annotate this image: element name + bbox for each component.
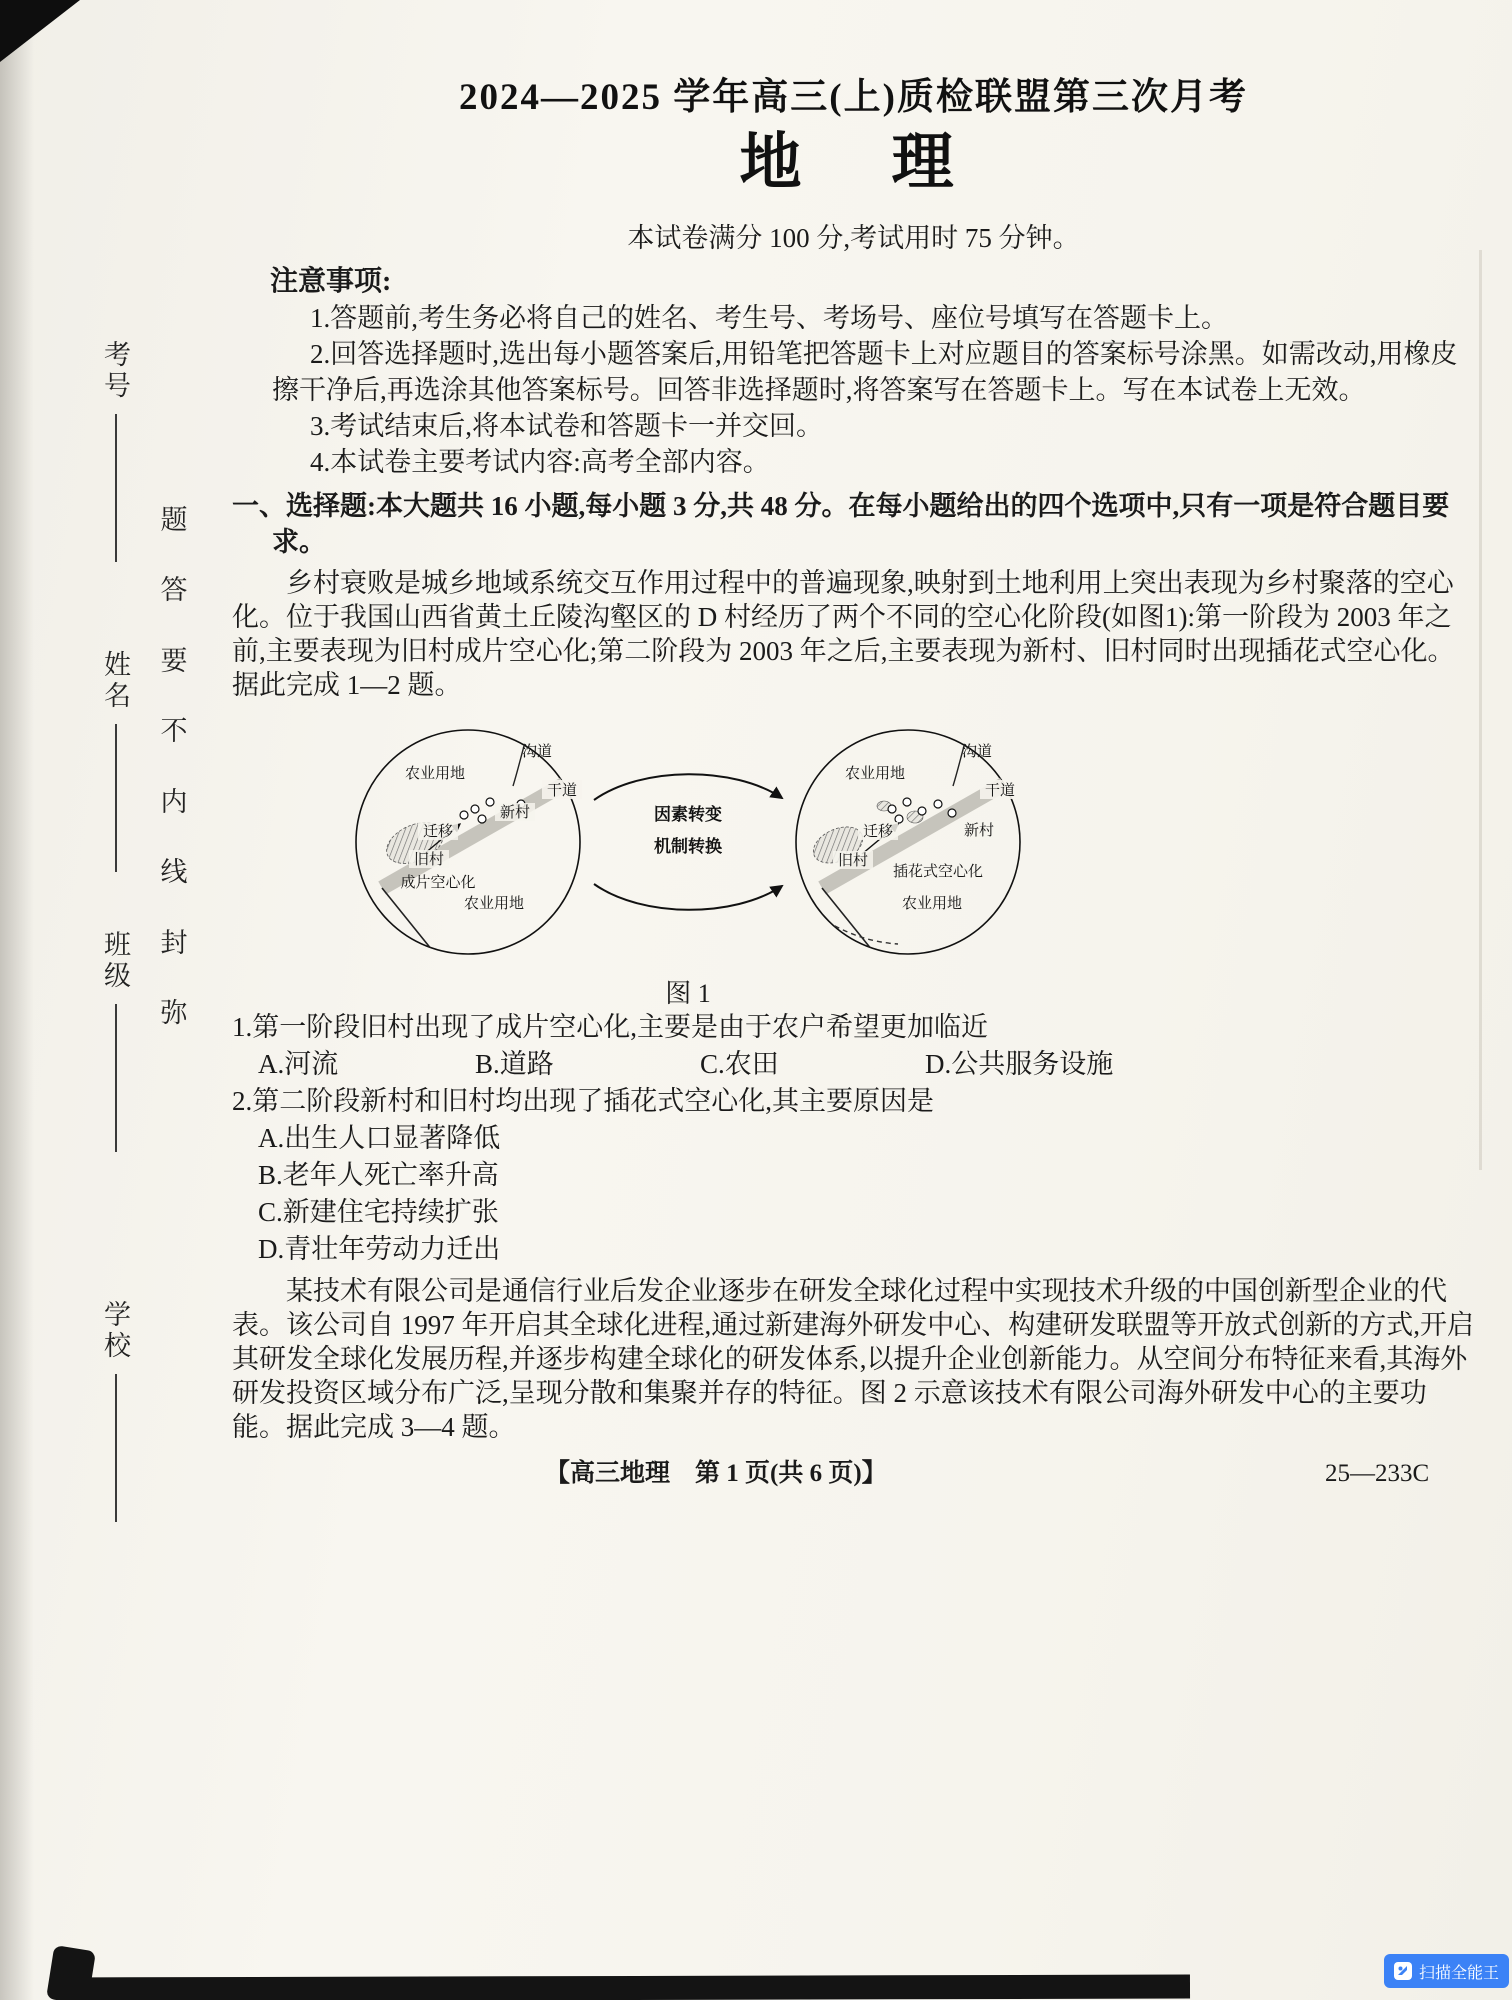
exam-content <box>232 74 1475 1498</box>
passage-1: 乡村衰败是城乡地域系统交互作用过程中的普遍现象,映射到土地利用上突出表现为乡村聚落的空心化。位于我国山西省黄土丘陵沟壑区的 D 村经历了两个不同的空心化阶段(如图1):第一阶段为 2003 年之前,主要表现为旧村成片空心化;第二阶段为 2003 年之后,主要表现为新村、旧村同时出现插花式空心化。据此完成 1—2 题。 <box>232 568 1455 700</box>
student-name-label: 姓名 <box>100 650 130 712</box>
question-2-option-a: A.出生人口显著降低 <box>258 1123 501 1153</box>
class-label: 班级 <box>100 930 130 992</box>
label-road-left: 干道 <box>546 783 578 799</box>
label-gully-right: 沟道 <box>961 744 993 760</box>
seal-char: 弥 <box>160 997 188 1028</box>
camscanner-label: 扫描全能王 <box>1419 1964 1500 1982</box>
exam-meta: 本试卷满分 100 分,考试用时 75 分钟。 <box>627 223 1080 253</box>
label-farm-bottom-left: 农业用地 <box>463 896 525 912</box>
student-name-blank-line <box>115 724 117 872</box>
camscanner-watermark <box>1384 1954 1509 1988</box>
exam-title: 2024—2025 学年高三(上)质检联盟第三次月考 <box>459 77 1248 118</box>
footer-paper-code: 25—233C <box>1325 1460 1430 1487</box>
label-migration-right: 迁移 <box>862 824 894 840</box>
label-hollow-type-left: 成片空心化 <box>400 875 476 891</box>
footer-page-info: 【高三地理 第 1 页(共 6 页)】 <box>545 1460 887 1487</box>
seal-char: 不 <box>160 716 188 747</box>
seal-char: 答 <box>160 575 188 606</box>
page-footer <box>232 1456 1475 1498</box>
question-1-stem: 1.第一阶段旧村出现了成片空心化,主要是由于农户希望更加临近 <box>232 1012 988 1042</box>
notice-item-1: 1.答题前,考生务必将自己的姓名、考生号、考场号、座位号填写在答题卡上。 <box>310 303 1228 333</box>
seal-char: 题 <box>160 505 188 535</box>
question-1-options <box>258 1046 1475 1083</box>
label-mechanism-change: 机制转换 <box>654 837 722 856</box>
notice-item-3: 3.考试结束后,将本试卷和答题卡一并交回。 <box>310 411 823 441</box>
margin-field-student-name <box>96 650 135 872</box>
figure1-stage2-circle <box>796 730 1022 954</box>
label-migration-left: 迁移 <box>422 824 454 840</box>
question-1-option-b: B.道路 <box>475 1049 554 1079</box>
question-2-options <box>232 1120 1475 1268</box>
subject-title: 地 理 <box>739 129 968 197</box>
scan-streak-artifact <box>1479 250 1482 1170</box>
question-2-stem: 2.第二阶段新村和旧村均出现了插花式空心化,其主要原因是 <box>232 1086 934 1116</box>
label-farm-top-left: 农业用地 <box>404 766 466 782</box>
question-2-option-b: B.老年人死亡率升高 <box>258 1160 499 1190</box>
question-2-option-c: C.新建住宅持续扩张 <box>258 1197 499 1227</box>
school-blank-line <box>115 1374 117 1522</box>
margin-field-class <box>96 930 135 1152</box>
label-gully-left: 沟道 <box>521 744 553 760</box>
figure1-transform-arrows <box>594 774 782 910</box>
seal-char: 要 <box>160 645 188 676</box>
margin-field-school <box>96 1300 135 1522</box>
label-new-village-left: 新村 <box>499 805 531 821</box>
figure1-stage1-circle <box>356 730 582 954</box>
figure1-diagram <box>232 716 1275 968</box>
label-farm-bottom-right: 农业用地 <box>901 896 963 912</box>
scan-bottom-artifact <box>58 1975 1190 2000</box>
label-old-village-left: 旧村 <box>413 852 445 868</box>
question-1-option-d: D.公共服务设施 <box>925 1049 1114 1079</box>
exam-number-label: 考号 <box>100 340 130 402</box>
figure-1 <box>232 716 1475 1009</box>
margin-field-exam-number <box>96 340 135 562</box>
notice-item-2: 2.回答选择题时,选出每小题答案后,用铅笔把答题卡上对应题目的答案标号涂黑。如需改动,用橡皮擦干净后,再选涂其他答案标号。回答非选择题时,将答案写在答题卡上。写在本试卷上无效。 <box>272 339 1458 405</box>
seal-char: 内 <box>160 786 188 817</box>
figure-1-caption: 图 1 <box>665 979 711 1008</box>
scan-left-shadow <box>0 0 34 2000</box>
scan-corner-artifact-top-left <box>0 0 80 62</box>
notice-title: 注意事项: <box>270 266 392 297</box>
question-1-option-c: C.农田 <box>700 1049 779 1079</box>
camscanner-icon <box>1394 1962 1412 1980</box>
class-blank-line <box>115 1004 117 1152</box>
seal-line-text <box>156 498 192 1030</box>
question-2-option-d: D.青壮年劳动力迁出 <box>258 1234 501 1264</box>
passage-2: 某技术有限公司是通信行业后发企业逐步在研发全球化过程中实现技术升级的中国创新型企业的代表。该公司自 1997 年开启其全球化进程,通过新建海外研发中心、构建研发联盟等开放式创新的方式,开启其研发全球化发展历程,并逐步构建全球化的研发体系,以提升企业创新能力。从空间分布特征来看,其海外研发投资区域分布广泛,呈现分散和集聚并存的特征。图 2 示意该技术有限公司海外研发中心的主要功能。据此完成 3—4 题。 <box>232 1276 1474 1442</box>
section-header: 一、选择题:本大题共 16 小题,每小题 3 分,共 48 分。在每小题给出的四个选项中,只有一项是符合题目要求。 <box>232 491 1450 557</box>
label-old-village-right: 旧村 <box>837 853 869 869</box>
label-hollow-type-right: 插花式空心化 <box>892 864 984 880</box>
label-farm-top-right: 农业用地 <box>844 766 906 782</box>
school-label: 学校 <box>100 1300 130 1362</box>
exam-number-blank-line <box>115 414 117 562</box>
label-road-right: 干道 <box>984 783 1016 799</box>
seal-char: 封 <box>160 927 188 958</box>
question-1-option-a: A.河流 <box>258 1049 339 1079</box>
label-factor-change: 因素转变 <box>654 805 722 824</box>
label-new-village-right: 新村 <box>963 823 995 839</box>
seal-char: 线 <box>160 857 188 888</box>
notice-item-4: 4.本试卷主要考试内容:高考全部内容。 <box>310 447 770 477</box>
notice-list <box>232 300 1475 480</box>
